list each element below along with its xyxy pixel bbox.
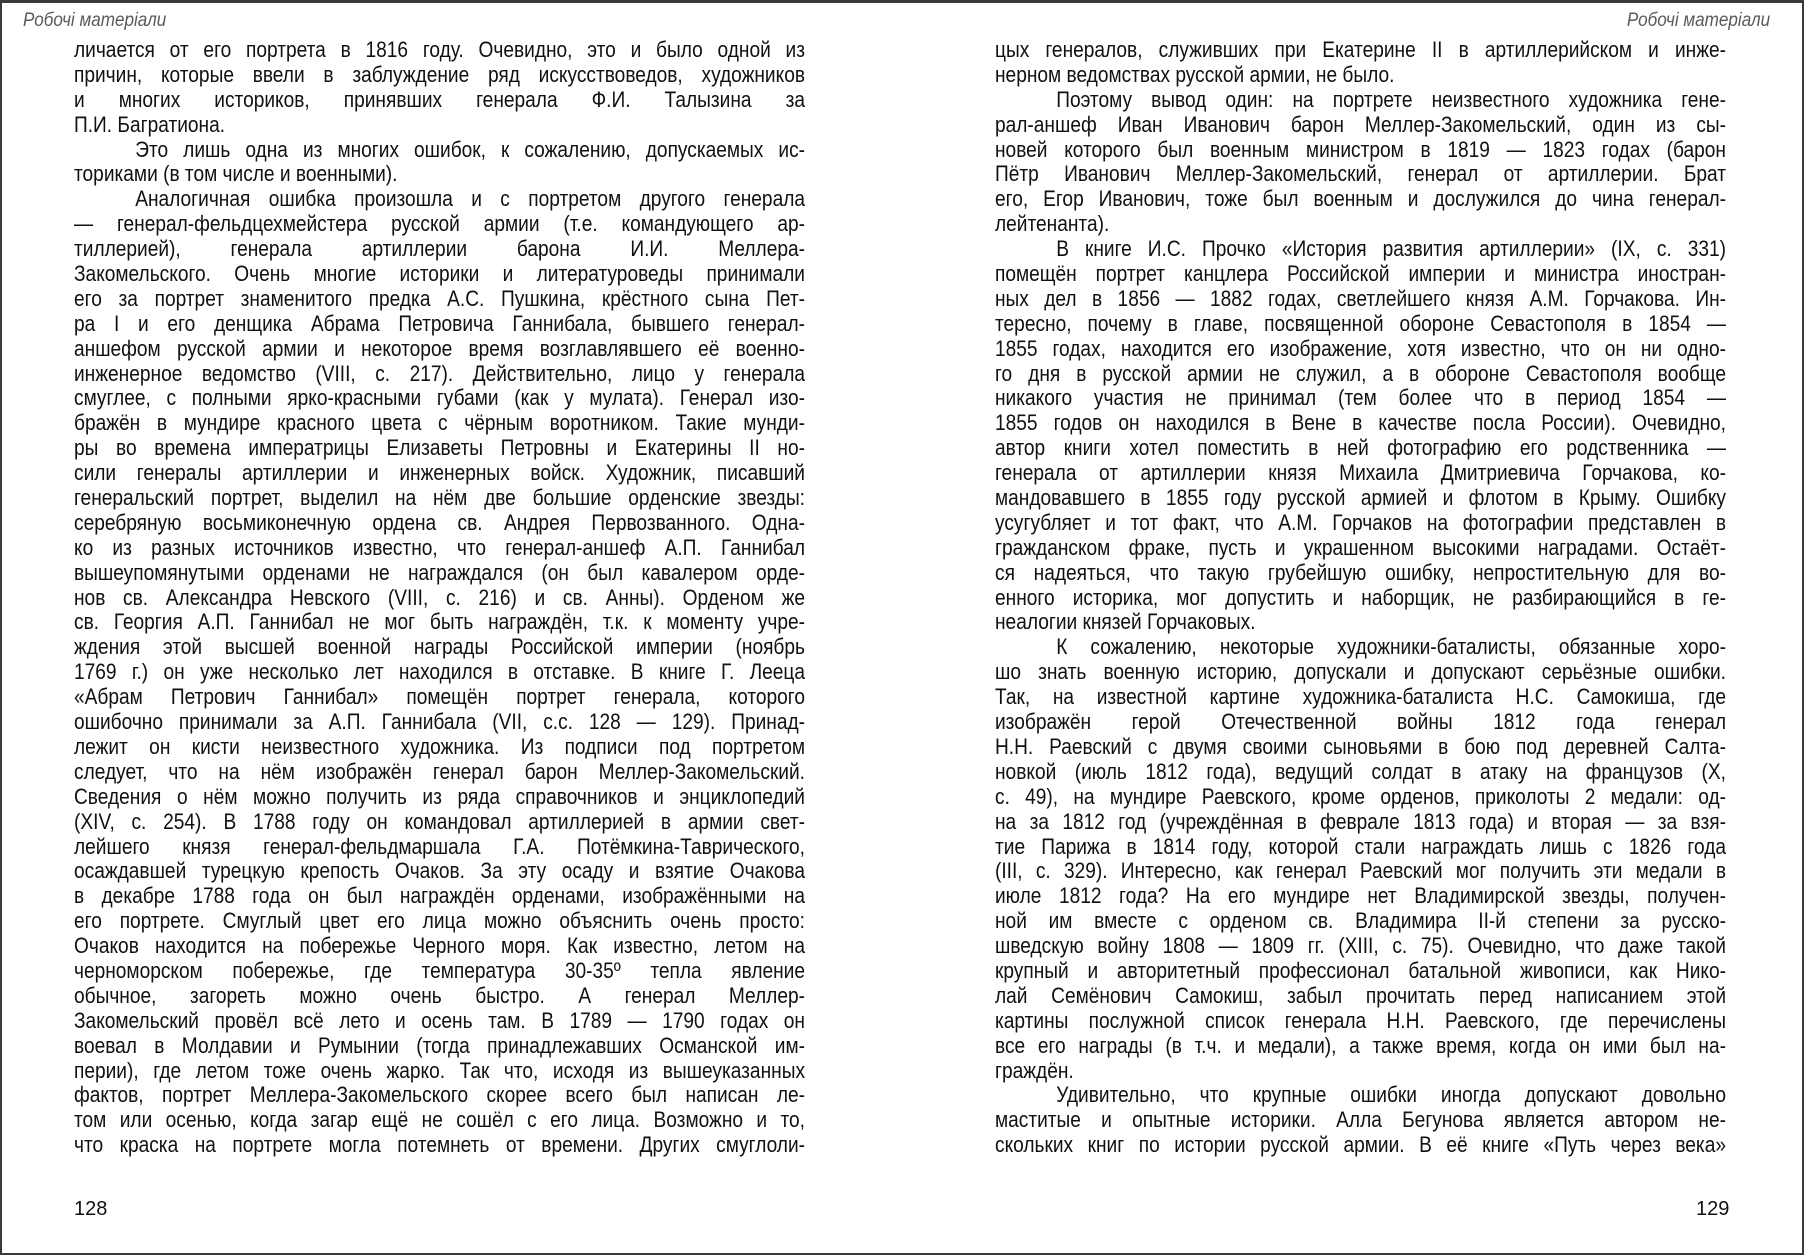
text-line: с. 49), на мундире Раевского, кроме орденов, приколоты 2 медали: од- [995,783,1726,809]
page-129-body [995,38,1726,1158]
text-line: мандовавшего в 1855 году русской армией и флотом в Крыму. Ошибку [995,485,1726,511]
text-line: П.И. Багратиона. [74,111,226,137]
text-line: и многих историков, принявших генерала Ф.И. Талызина за [74,86,805,112]
text-line: Очаков находится на побережье Черного моря. Как известно, летом на [74,933,805,959]
text-line: рал-аншеф Иван Иванович барон Меллер-Закомельский, один из сы- [995,111,1726,137]
text-line: июле 1812 года? На его мундире нет Владимирской звезды, получен- [995,883,1726,909]
text-line: граждён. [995,1057,1074,1083]
text-line: лейшего князя генерал-фельдмаршала Г.А. Потёмкина-Таврического, [74,833,805,859]
text-line: новей которого был военным министром в 1819 — 1823 годах (барон [995,136,1726,162]
text-line: нерном ведомствах русской армии, не было. [995,61,1395,87]
text-line: серебряную восьмиконечную ордена св. Андрея Первозванного. Одна- [74,509,805,535]
text-line: его за портрет знаменитого предка А.С. Пушкина, крёстного сына Пет- [74,285,805,311]
text-line: 1855 годах, находится его изображение, хотя известно, что он ни одно- [995,335,1726,361]
text-line: все его награды (в т.ч. и медали), а также время, когда он ими был на- [995,1032,1726,1058]
text-line: перии), где летом тоже очень жарко. Так что, исходя из вышеуказанных [74,1057,805,1083]
text-line: причин, которые ввели в заблуждение ряд искусствоведов, художников [74,61,805,87]
text-line: обычное, загореть можно очень быстро. А генерал Меллер- [74,982,805,1008]
text-line: личается от его портрета в 1816 году. Очевидно, это и было одной из [74,37,805,62]
text-line: (XIV, с. 254). В 1788 году он командовал артиллерией в армии свет- [74,808,805,834]
text-line: генерала от артиллерии князя Михаила Дмитриевича Горчакова, ко- [995,460,1726,486]
page-128-body [74,38,805,1158]
running-header-left: Робочі матеріали [23,10,167,31]
text-line: ной им вместе с орденом св. Владимира II-й степени за русско- [995,908,1726,934]
text-line: ториками (в том числе и военными). [74,161,398,187]
text-line: фактов, портрет Меллера-Закомельского скорее всего был написан ле- [74,1082,805,1108]
text-line: ко из разных источников известно, что генерал-аншеф А.П. Ганнибал [74,534,805,560]
running-header-right: Робочі матеріали [1626,10,1770,31]
text-line: ся надеяться, что такую грубейшую ошибку, непростительную для во- [995,559,1726,585]
text-line: Поэтому вывод один: на портрете неизвестного художника гене- [1056,86,1726,112]
text-line: скольких книг по истории русской армии. В её книге «Путь через века» [995,1132,1726,1158]
text-line: новкой (июль 1812 года), ведущий солдат в атаку на французов (Х, [995,758,1726,784]
text-line: маститые и опытные историки. Алла Бегунова является автором не- [995,1107,1726,1133]
text-line: ошибочно принимали за А.П. Ганнибала (VII, с.с. 128 — 129). Принад- [74,709,805,735]
text-line: генеральский портрет, выделил на нём две большие орденские звезды: [74,485,805,511]
text-line: его, Егор Иванович, тоже был военным и дослужился до чина генерал- [995,186,1726,212]
text-line: аншефом русской армии и некоторое время возглавлявшего её военно- [74,335,805,361]
page-number-left: 128 [74,1198,108,1220]
text-line: К сожалению, некоторые художники-баталисты, обязанные хоро- [1056,634,1726,660]
text-line: лай Семёнович Самокиш, забыл прочитать перед написанием этой [995,982,1726,1008]
text-line: цых генералов, служивших при Екатерине II в артиллерийском и инже- [995,37,1726,62]
text-line: тиллерией), генерала артиллерии барона И.И. Меллера- [74,236,805,262]
text-line: Н.Н. Раевский с двумя своими сыновьями в бою под деревней Салта- [995,733,1726,759]
text-line: Закомельский провёл всё лето и осень там. В 1789 — 1790 годах он [74,1007,805,1033]
text-line: енного историка, мог допустить и наборщик, не разбирающийся в ге- [995,584,1726,610]
text-line: св. Георгия А.П. Ганнибал не мог быть награждён, т.к. к моменту учре- [74,609,805,635]
text-line: воевал в Молдавии и Румынии (тогда принадлежавших Османской им- [74,1032,805,1058]
text-line: Так, на известной картине художника-баталиста Н.С. Самокиша, где [995,684,1726,710]
text-line: черноморском побережье, где температура 30-35º тепла явление [74,957,805,983]
text-line: «Абрам Петрович Ганнибал» помещён портрет генерала, которого [74,684,805,710]
text-line: тересно, почему в главе, посвященной обороне Севастополя в 1854 — [995,310,1726,336]
text-line: шведскую войну 1808 — 1809 гг. (XIII, с. 75). Очевидно, что даже такой [995,933,1726,959]
text-line: на за 1812 год (учреждённая в феврале 1813 года) и вторая — за взя- [995,808,1726,834]
text-line: Аналогичная ошибка произошла и с портретом другого генерала [135,186,805,212]
text-line: — генерал-фельдцехмейстера русской армии (т.е. командующего ар- [74,211,805,237]
text-line: шо знать военную историю, допускали и допускают серьёзные ошибки. [995,659,1726,685]
text-line: лейтенанта). [995,211,1110,237]
text-line: Закомельского. Очень многие историки и литературоведы принимали [74,261,805,287]
text-line: изображён герой Отечественной войны 1812 года генерал [995,709,1726,735]
text-line: следует, что на нём изображён генерал барон Меллер-Закомельский. [74,758,805,784]
text-line: инженерное ведомство (VIII, с. 217). Действительно, лицо у генерала [74,360,805,386]
text-line: тие Парижа в 1814 году, которой стали награждать лишь с 1826 года [995,833,1726,859]
text-line: Пётр Иванович Меллер-Закомельский, генерал от артиллерии. Брат [995,161,1726,187]
text-line: усугубляет и тот факт, что А.М. Горчаков на фотографии представлен в [995,509,1726,535]
text-line: (III, с. 329). Интересно, как генерал Раевский мог получить эти медали в [995,858,1726,884]
text-line: что краска на портрете могла потемнеть от времени. Других смуглоли- [74,1132,805,1158]
text-line: в декабре 1788 года он был награждён орденами, изображёнными на [74,883,805,909]
text-line: 1855 годов он находился в Вене в качестве посла России). Очевидно, [995,410,1726,436]
text-line: осаждавшей турецкую крепость Очаков. За эту осаду и взятие Очакова [74,858,805,884]
text-line: картины послужной список генерала Н.Н. Раевского, где перечислены [995,1007,1726,1033]
text-line: 1769 г.) он уже несколько лет находился в отставке. В книге Г. Лееца [74,659,805,685]
text-line: нов св. Александра Невского (VIII, с. 216) и св. Анны). Орденом же [74,584,805,610]
text-line: вышеупомянутыми орденами не награждался (он был кавалером орде- [74,559,805,585]
text-line: крупный и авторитетный профессионал батальной живописи, как Нико- [995,957,1726,983]
text-line: его портрете. Смуглый цвет его лица можно объяснить очень просто: [74,908,805,934]
text-line: В книге И.С. Прочко «История развития артиллерии» (IX, с. 331) [1056,236,1726,262]
text-line: лежит он кисти неизвестного художника. Из подписи под портретом [74,733,805,759]
text-line: Это лишь одна из многих ошибок, к сожалению, допускаемых ис- [135,136,805,162]
text-line: бражён в мундире красного цвета с чёрным воротником. Такие мунди- [74,410,805,436]
text-line: го дня в русской армии не служил, а в обороне Севастополя вообще [995,360,1726,386]
text-line: смуглее, с полными ярко-красными губами (как у мулата). Генерал изо- [74,385,805,411]
text-line: сили генералы артиллерии и инженерных войск. Художник, писавший [74,460,805,486]
text-line: Сведения о нём можно получить из ряда справочников и энциклопедий [74,783,805,809]
text-line: никакого участия не принимал (тем более что в период 1854 — [995,385,1726,411]
text-line: гражданском фраке, пусть и украшенном высокими наградами. Остаёт- [995,534,1726,560]
text-line: Удивительно, что крупные ошибки иногда допускают довольно [1056,1082,1726,1108]
text-line: автор книги хотел поместить в ней фотографию его родственника — [995,435,1726,461]
text-line: ра I и его денщика Абрама Петровича Ганнибала, бывшего генерал- [74,310,805,336]
text-line: помещён портрет канцлера Российской империи и министра иностран- [995,261,1726,287]
text-line: ры во времена императрицы Елизаветы Петровны и Екатерины II но- [74,435,805,461]
text-line: ных дел в 1856 — 1882 годах, светлейшего князя А.М. Горчакова. Ин- [995,285,1726,311]
text-line: неалогии князей Горчаковых. [995,609,1256,635]
text-line: ждения этой высшей военной награды Российской империи (ноябрь [74,634,805,660]
page-number-right: 129 [1696,1198,1730,1220]
text-line: том или осенью, когда загар ещё не сошёл с его лица. Возможно и то, [74,1107,805,1133]
